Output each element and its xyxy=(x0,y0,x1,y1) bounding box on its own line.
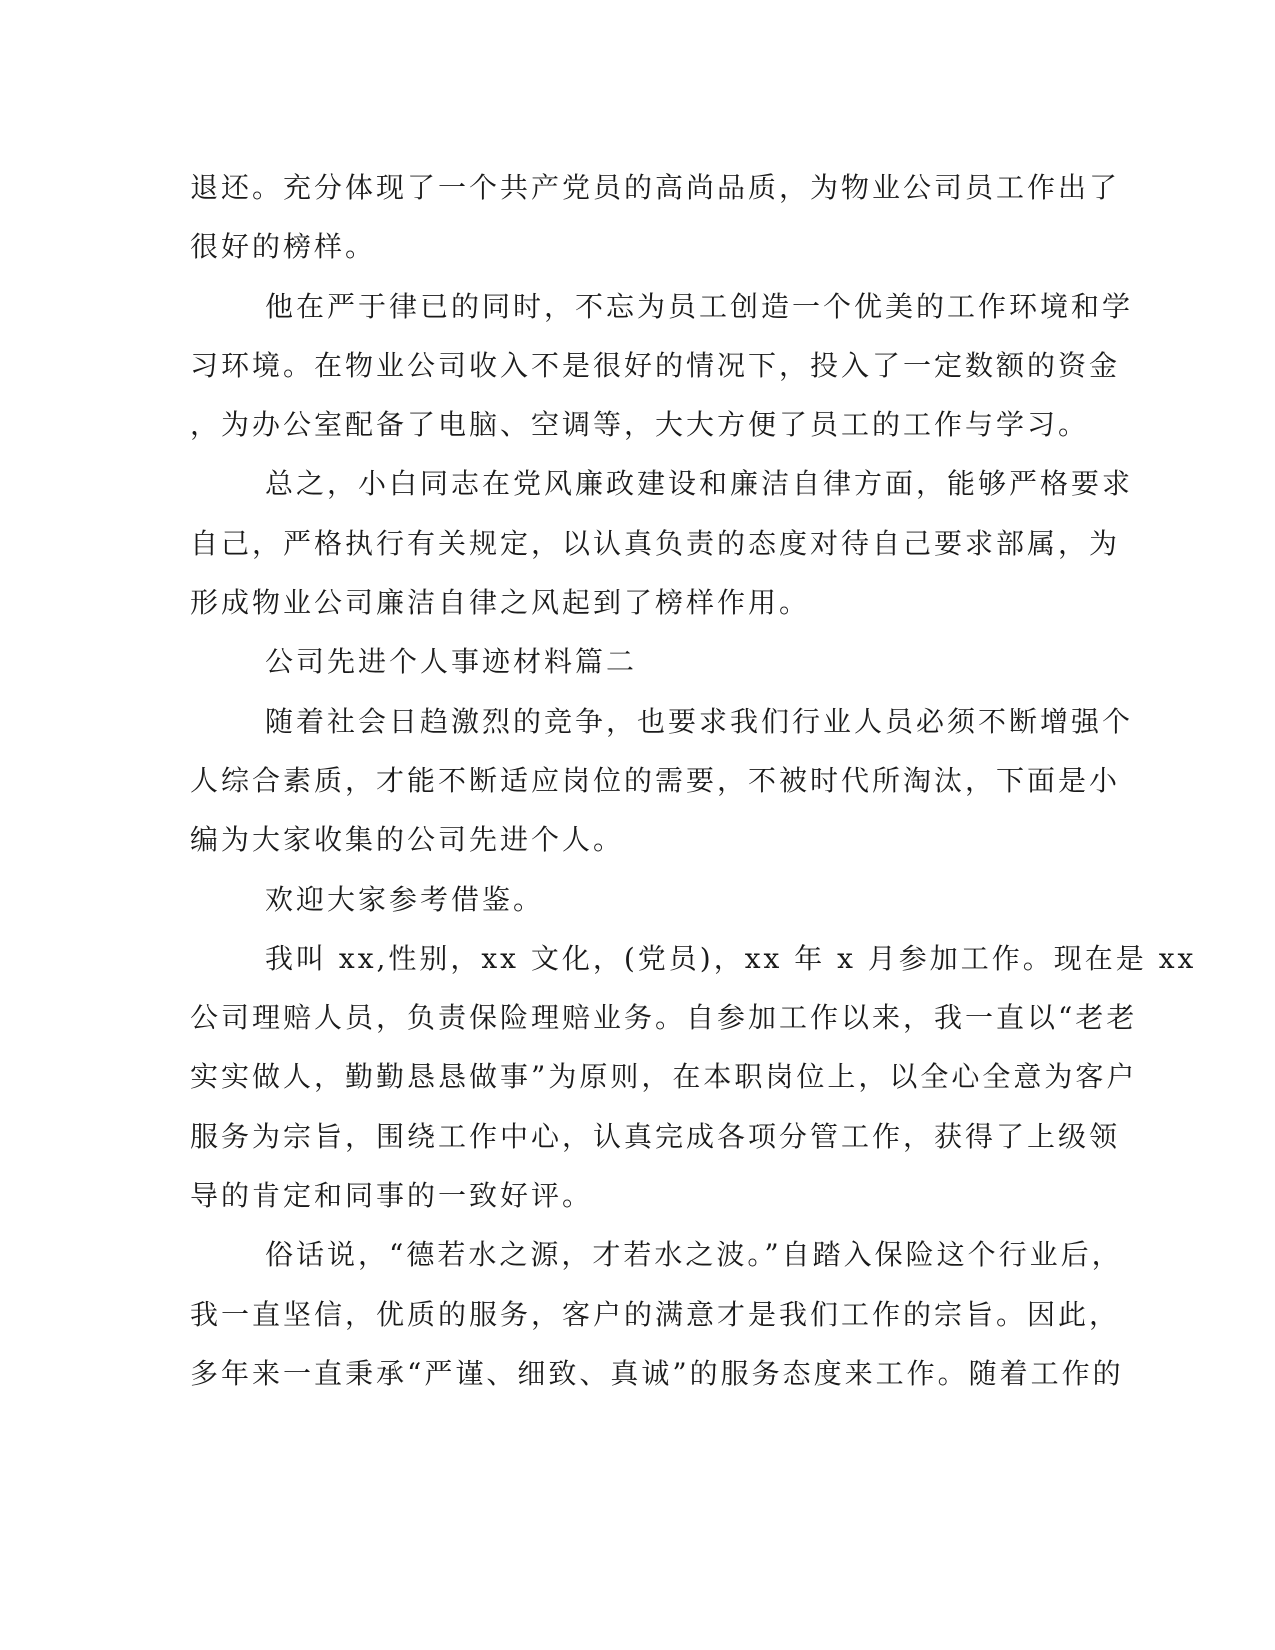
text-line: 导的肯定和同事的一致好评。 xyxy=(190,1179,594,1213)
paragraph-8 xyxy=(190,1225,1124,1403)
text-line: 俗话说，“德若水之源，才若水之波。”自踏入保险这个行业后， xyxy=(265,1238,1123,1272)
paragraph-6 xyxy=(190,870,1080,929)
text-line: 我一直坚信，优质的服务，客户的满意才是我们工作的宗旨。因此， xyxy=(190,1297,1121,1331)
section-heading xyxy=(190,632,1080,691)
text-line: 服务为宗旨，围绕工作中心，认真完成各项分管工作，获得了上级领 xyxy=(190,1119,1121,1153)
paragraph-7 xyxy=(190,929,1197,1225)
text-line: 多年来一直秉承“严谨、细致、真诚”的服务态度来工作。随着工作的 xyxy=(190,1356,1124,1390)
paragraph-3 xyxy=(190,454,1134,632)
text-line: 总之，小白同志在党风廉政建设和廉洁自律方面，能够严格要求 xyxy=(265,467,1134,501)
text-line: 编为大家收集的公司先进个人。 xyxy=(190,823,625,857)
paragraph-1 xyxy=(190,158,1121,277)
text-line: 形成物业公司廉洁自律之风起到了榜样作用。 xyxy=(190,586,811,620)
text-line: 很好的榜样。 xyxy=(190,230,377,264)
paragraph-2 xyxy=(190,277,1134,455)
text-line: 公司理赔人员，负责保险理赔业务。自参加工作以来，我一直以“老老 xyxy=(190,1001,1138,1035)
text-line: ，为办公室配备了电脑、空调等，大大方便了员工的工作与学习。 xyxy=(190,408,1090,442)
text-line: 实实做人，勤勤恳恳做事”为原则，在本职岗位上，以全心全意为客户 xyxy=(190,1060,1138,1094)
text-line: 我叫 xx,性别，xx 文化，(党员)，xx 年 x 月参加工作。现在是 xx xyxy=(265,941,1197,975)
text-line: 欢迎大家参考借鉴。 xyxy=(265,882,545,916)
text-line: 退还。充分体现了一个共产党员的高尚品质，为物业公司员工作出了 xyxy=(190,171,1121,204)
text-line: 随着社会日趋激烈的竞争，也要求我们行业人员必须不断增强个 xyxy=(265,704,1134,738)
paragraph-5 xyxy=(190,692,1134,870)
text-line: 人综合素质，才能不断适应岗位的需要，不被时代所淘汰，下面是小 xyxy=(190,763,1121,797)
document-body xyxy=(190,158,1197,1403)
text-line: 自己，严格执行有关规定，以认真负责的态度对待自己要求部属，为 xyxy=(190,526,1121,560)
text-line: 他在严于律已的同时，不忘为员工创造一个优美的工作环境和学 xyxy=(265,289,1134,323)
text-line: 习环境。在物业公司收入不是很好的情况下，投入了一定数额的资金 xyxy=(190,348,1121,382)
section-title: 公司先进个人事迹材料篇二 xyxy=(265,645,638,679)
